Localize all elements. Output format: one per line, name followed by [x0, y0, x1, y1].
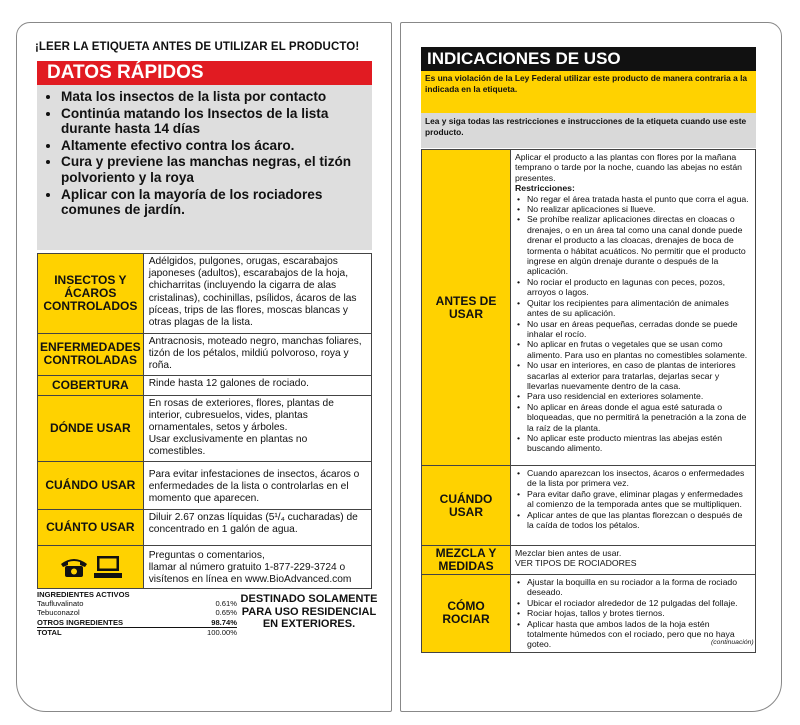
row-text-how-much: Diluir 2.67 onzas líquidas (5¹/₄ cucharadas) de concentrado en 1 galón de agua.	[143, 509, 371, 545]
when-use-content	[511, 466, 756, 546]
ingredient-name: OTROS INGREDIENTES	[37, 617, 124, 627]
warning-text: ¡LEER LA ETIQUETA ANTES DE UTILIZAR EL PRODUCTO!	[35, 41, 360, 53]
directions-table	[421, 149, 756, 653]
quick-fact: • Mata los insectos de la lista por contacto	[61, 89, 366, 105]
quick-fact: • Aplicar con la mayoría de los rociadores comunes de jardín.	[61, 187, 366, 218]
ingredient-pct: 0.61%	[215, 599, 237, 609]
continued-note: (continuación)	[711, 639, 754, 646]
active-ingredients	[37, 590, 237, 637]
left-page	[16, 22, 392, 712]
mix-content	[511, 546, 756, 575]
ingredient-row-other	[37, 618, 237, 628]
contact-line: visítenos en línea en www.BioAdvanced.com	[148, 574, 352, 586]
list-item: • No usar en interiores, en caso de plantas de interiores sacarlas al exterior para tratarlas, dejarlas secar y llevarlas nuevamente dentro de la casa.	[523, 360, 751, 391]
federal-law-notice: Es una violación de la Ley Federal utilizar este producto de manera contraria a la indicada en la etiqueta.	[421, 71, 756, 113]
row-label-diseases: ENFERMEDADES CONTROLADAS	[38, 334, 144, 376]
list-item: • No rociar el producto en lagunas con peces, pozos, arroyos o lagos.	[523, 277, 751, 298]
row-text-insects: Adélgidos, pulgones, orugas, escarabajos japoneses (adultos), escarabajos de la hoja, chicharritas (incluyendo la cigarra de alas cristalinas), cochinillas, psílidos, ácaros de las píceas, trips de las flores, moscas blancas y otras plagas de la lista.	[143, 254, 371, 334]
list-item: • No aplicar este producto mientras las abejas estén buscando alimento.	[523, 433, 751, 454]
list-item: • Para uso residencial en exteriores solamente.	[523, 391, 751, 401]
restrictions-title: Restricciones:	[515, 183, 575, 194]
ingredient-name: Tebuconazol	[37, 608, 80, 618]
list-item: • No usar en áreas pequeñas, cerradas donde se puede inhalar el rocío.	[523, 319, 751, 340]
table-row	[38, 395, 372, 461]
list-item: • Cuando aparezcan los insectos, ácaros o enfermedades de la lista por primera vez.	[523, 468, 751, 489]
read-instructions-notice: Lea y siga todas las restricciones e instrucciones de la etiqueta cuando use este producto.	[421, 113, 756, 148]
row-label-before-use: ANTES DE USAR	[422, 150, 511, 466]
list-item: • Quitar los recipientes para alimentación de animales antes de su aplicación.	[523, 298, 751, 319]
quick-facts-list	[37, 85, 372, 250]
list-item: • Ajustar la boquilla en su rociador a la forma de rociado deseado.	[523, 577, 751, 598]
list-item: • Aplicar antes de que las plantas florezcan o después de la caída de todos los pétalos.	[523, 510, 751, 531]
list-item: • No regar el área tratada hasta el punto que corra el agua.	[523, 194, 751, 204]
ingredient-pct: 100.00%	[207, 627, 237, 637]
where-text-2: Usar exclusivamente en plantas no comestibles.	[148, 434, 308, 458]
table-row	[422, 150, 756, 466]
list-item: • Aplicar hasta que ambos lados de la hoja estén totalmente húmedos con el rociado, pero que no haya goteo.	[523, 619, 751, 650]
ingredient-row	[37, 599, 237, 608]
contact-icons	[38, 545, 144, 589]
product-info-table	[37, 253, 372, 589]
quick-fact: • Continúa matando los Insectos de la lista durante hasta 14 días	[61, 106, 366, 137]
when-use-list	[515, 468, 751, 530]
ingredient-row	[37, 608, 237, 617]
row-text-coverage: Rinde hasta 12 galones de rociado.	[143, 375, 371, 395]
where-text: En rosas de exteriores, flores, plantas de interior, cubresuelos, vides, plantas ornamentales, setos y árboles.	[148, 397, 334, 434]
row-label-how-much: CUÁNTO USAR	[38, 509, 144, 545]
list-item: • Para evitar daño grave, eliminar plagas y enfermedades al comienzo de la temporada antes que se multipliquen.	[523, 489, 751, 510]
row-label-how-spray: CÓMO ROCIAR	[422, 575, 511, 653]
ingredient-pct: 0.65%	[215, 608, 237, 618]
quick-fact: • Altamente efectivo contra los ácaro.	[61, 138, 366, 154]
contact-info	[143, 545, 371, 589]
row-text-when: Para evitar infestaciones de insectos, ácaros o enfermedades de la lista o controlarlas en el momento que aparecen.	[143, 461, 371, 509]
quick-fact: • Cura y previene las manchas negras, el tizón polvoriento y la roya	[61, 154, 366, 185]
list-item: • No aplicar en frutas o vegetales que se usan como alimento. Para uso en plantas no comestibles solamente.	[523, 339, 751, 360]
table-row	[38, 254, 372, 334]
row-text-where	[143, 395, 371, 461]
table-row	[38, 509, 372, 545]
destination-text: DESTINADO SOLAMENTE PARA USO RESIDENCIAL EN EXTERIORES.	[240, 593, 378, 630]
row-label-where: DÓNDE USAR	[38, 395, 144, 461]
ingredient-name: Taufluvalinato	[37, 599, 84, 609]
table-row	[38, 334, 372, 376]
table-row	[38, 375, 372, 395]
row-label-when: CUÁNDO USAR	[38, 461, 144, 509]
restrictions-list	[515, 194, 751, 454]
phone-icon	[59, 558, 93, 575]
mix-line: Mezclar bien antes de usar.	[515, 548, 622, 558]
contact-line: llamar al número gratuito 1-877-229-3724 o	[148, 561, 346, 573]
row-label-coverage: COBERTURA	[38, 375, 144, 395]
table-row	[422, 466, 756, 546]
table-row	[422, 546, 756, 575]
list-item: • Ubicar el rociador alrededor de 12 pulgadas del follaje.	[523, 598, 751, 608]
row-label-insects: INSECTOS Y ÁCAROS CONTROLADOS	[38, 254, 144, 334]
table-row	[38, 545, 372, 589]
mix-line: VER TIPOS DE ROCIADORES	[515, 558, 637, 569]
table-row	[38, 461, 372, 509]
computer-icon	[94, 558, 122, 575]
before-use-intro: Aplicar el producto a las plantas con flores por la mañana temprano o tarde por la noche, cuando las abejas no están presentes.	[515, 152, 742, 183]
right-page	[400, 22, 782, 712]
list-item: • Rociar hojas, tallos y brotes tiernos.	[523, 608, 751, 618]
ingredient-row-total	[37, 628, 237, 637]
table-row	[422, 575, 756, 653]
list-item: • No aplicar en áreas donde el agua esté saturada o bloqueadas, que no permitirá la penetración a la zona de la raíz de la planta.	[523, 402, 751, 433]
directions-header: INDICACIONES DE USO	[421, 47, 756, 71]
row-text-diseases: Antracnosis, moteado negro, manchas foliares, tizón de los pétalos, mildiú polvoroso, roya y roña.	[143, 334, 371, 376]
row-label-when-use: CUÁNDO USAR	[422, 466, 511, 546]
before-use-content	[511, 150, 756, 466]
contact-line: Preguntas o comentarios,	[148, 549, 265, 561]
list-item: • Se prohíbe realizar aplicaciones directas en cloacas o drenajes, o en un área tal como una canal donde puede drenar el producto a las cloacas, drenajes de boca de tormenta o hábitat acuáticos. No permitir que el producto ingrese en algún drenaje durante o después de la aplicación.	[523, 214, 751, 276]
ingredients-title: INGREDIENTES ACTIVOS	[37, 590, 130, 599]
ingredient-pct: 98.74%	[211, 617, 237, 627]
list-item: • No realizar aplicaciones si llueve.	[523, 204, 751, 214]
quick-facts-header: DATOS RÁPIDOS	[37, 61, 372, 85]
ingredient-name: TOTAL	[37, 627, 62, 637]
row-label-mix: MEZCLA Y MEDIDAS	[422, 546, 511, 575]
